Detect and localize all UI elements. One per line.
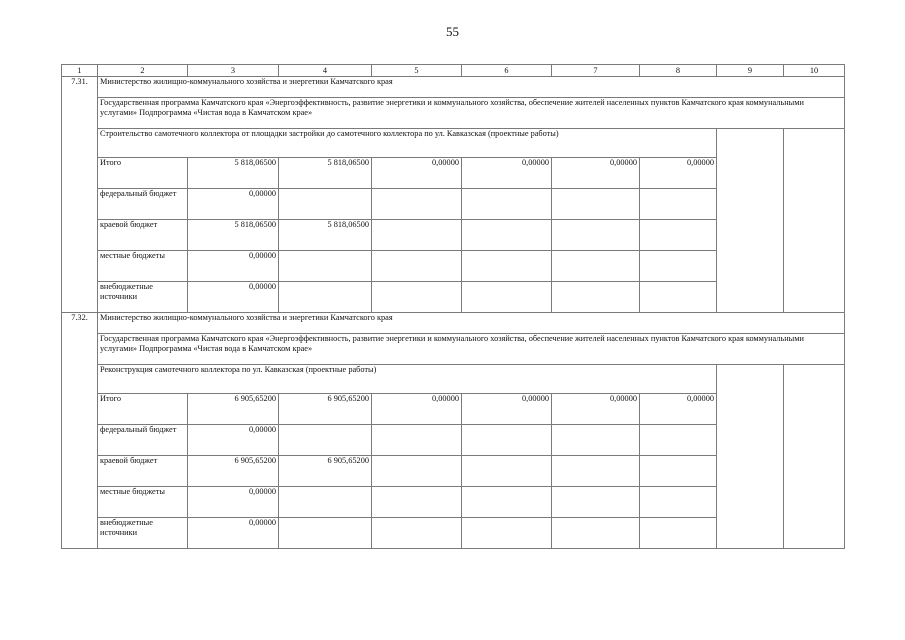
value-cell (640, 282, 717, 313)
value-cell (552, 487, 640, 518)
value-cell: 6 905,65200 (279, 394, 372, 425)
value-cell (372, 189, 462, 220)
value-cell: 0,00000 (372, 394, 462, 425)
row-label: краевой бюджет (98, 456, 188, 487)
page-number: 55 (446, 24, 459, 39)
row-label: федеральный бюджет (98, 425, 188, 456)
value-cell (462, 282, 552, 313)
ministry-row (62, 313, 845, 334)
value-cell (462, 425, 552, 456)
program-row (62, 334, 845, 365)
column-header-8: 8 (640, 65, 717, 77)
value-cell (552, 189, 640, 220)
value-cell (552, 456, 640, 487)
row-label: федеральный бюджет (98, 189, 188, 220)
ministry-text: Министерство жилищно-коммунального хозяйства и энергетики Камчатского края (98, 77, 845, 98)
value-cell (640, 456, 717, 487)
row-label: краевой бюджет (98, 220, 188, 251)
column-header-2: 2 (98, 65, 188, 77)
value-cell (462, 251, 552, 282)
row-label: внебюджетные источники (98, 518, 188, 549)
value-cell (372, 282, 462, 313)
column-header-7: 7 (552, 65, 640, 77)
value-cell (640, 487, 717, 518)
object-text: Строительство самотечного коллектора от площадки застройки до самотечного коллектора по ул. Кавказская (проектные работы) (98, 129, 717, 158)
col10-cell (784, 129, 845, 313)
value-cell: 0,00000 (640, 394, 717, 425)
value-cell (640, 251, 717, 282)
value-cell (462, 189, 552, 220)
row-label: Итого (98, 394, 188, 425)
item-code: 7.31. (62, 77, 98, 313)
value-cell (462, 220, 552, 251)
value-cell (279, 282, 372, 313)
value-cell: 0,00000 (552, 394, 640, 425)
value-cell (372, 425, 462, 456)
header-row (62, 65, 845, 77)
value-cell (279, 487, 372, 518)
value-cell (279, 251, 372, 282)
column-header-9: 9 (717, 65, 784, 77)
value-cell (640, 220, 717, 251)
value-cell: 0,00000 (188, 282, 279, 313)
ministry-text: Министерство жилищно-коммунального хозяйства и энергетики Камчатского края (98, 313, 845, 334)
value-cell: 0,00000 (188, 425, 279, 456)
value-cell (640, 518, 717, 549)
value-cell (372, 456, 462, 487)
row-label: местные бюджеты (98, 487, 188, 518)
value-cell: 0,00000 (462, 158, 552, 189)
column-header-6: 6 (462, 65, 552, 77)
value-cell: 5 818,06500 (188, 220, 279, 251)
item-code: 7.32. (62, 313, 98, 549)
value-cell (279, 425, 372, 456)
value-cell (462, 456, 552, 487)
value-cell: 0,00000 (372, 158, 462, 189)
column-header-4: 4 (279, 65, 372, 77)
column-header-3: 3 (188, 65, 279, 77)
value-cell (552, 282, 640, 313)
value-cell (279, 189, 372, 220)
value-cell (552, 220, 640, 251)
row-label: внебюджетные источники (98, 282, 188, 313)
value-cell (372, 518, 462, 549)
value-cell: 0,00000 (188, 251, 279, 282)
value-cell (552, 425, 640, 456)
program-text: Государственная программа Камчатского края «Энергоэффективность, развитие энергетики и коммунального хозяйства, обеспечение жителей населенных пунктов Камчатского края коммунальными услугами» Подпрограмма «Чистая вода в Камчатском крае» (98, 334, 845, 365)
value-cell (462, 518, 552, 549)
object-text: Реконструкция самотечного коллектора по ул. Кавказская (проектные работы) (98, 365, 717, 394)
budget-table (61, 64, 845, 549)
value-cell (372, 251, 462, 282)
column-header-10: 10 (784, 65, 845, 77)
row-label: местные бюджеты (98, 251, 188, 282)
value-cell: 6 905,65200 (279, 456, 372, 487)
value-cell: 5 818,06500 (188, 158, 279, 189)
value-cell: 0,00000 (640, 158, 717, 189)
value-cell: 0,00000 (188, 518, 279, 549)
row-label: Итого (98, 158, 188, 189)
col9-cell (717, 365, 784, 549)
program-row (62, 98, 845, 129)
value-cell: 0,00000 (462, 394, 552, 425)
value-cell: 0,00000 (188, 189, 279, 220)
value-cell (372, 220, 462, 251)
value-cell: 0,00000 (552, 158, 640, 189)
column-header-5: 5 (372, 65, 462, 77)
object-row (62, 365, 845, 394)
value-cell: 5 818,06500 (279, 158, 372, 189)
value-cell (552, 518, 640, 549)
value-cell: 0,00000 (188, 487, 279, 518)
col10-cell (784, 365, 845, 549)
value-cell (372, 487, 462, 518)
value-cell: 5 818,06500 (279, 220, 372, 251)
value-cell (279, 518, 372, 549)
ministry-row (62, 77, 845, 98)
program-text: Государственная программа Камчатского края «Энергоэффективность, развитие энергетики и коммунального хозяйства, обеспечение жителей населенных пунктов Камчатского края коммунальными услугами» Подпрограмма «Чистая вода в Камчатском крае» (98, 98, 845, 129)
column-header-1: 1 (62, 65, 98, 77)
value-cell (640, 189, 717, 220)
value-cell (552, 251, 640, 282)
object-row (62, 129, 845, 158)
value-cell: 6 905,65200 (188, 394, 279, 425)
value-cell: 6 905,65200 (188, 456, 279, 487)
value-cell (640, 425, 717, 456)
col9-cell (717, 129, 784, 313)
value-cell (462, 487, 552, 518)
